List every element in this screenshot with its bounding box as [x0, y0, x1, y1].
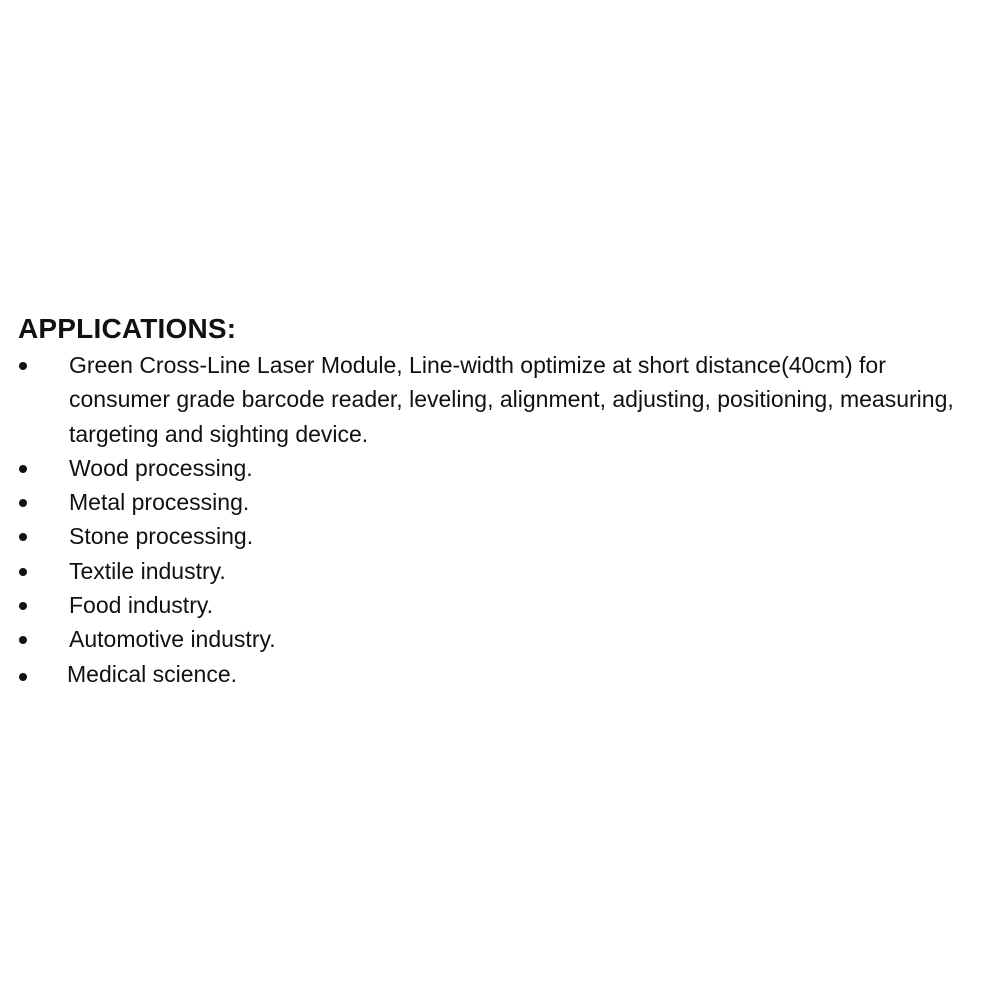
list-item — [18, 622, 988, 656]
list-item-text: Wood processing. — [69, 454, 253, 481]
list-item — [18, 348, 988, 451]
list-item-text: Green Cross-Line Laser Module, Line-width optimize at short distance(40cm) for consumer grade barcode reader, leveling, alignment, adjusting, positioning, measuring, targeting and sighting device. — [69, 352, 954, 447]
list-item — [18, 451, 988, 485]
list-item — [18, 657, 988, 691]
bullet-icon — [19, 636, 27, 644]
bullet-icon — [19, 362, 27, 370]
applications-list — [18, 348, 988, 691]
bullet-icon — [19, 568, 27, 576]
list-item-text: Metal processing. — [69, 489, 250, 516]
list-item — [18, 519, 988, 553]
list-item — [18, 554, 988, 588]
bullet-icon — [19, 673, 27, 681]
list-item-text: Stone processing. — [69, 523, 254, 550]
bullet-icon — [19, 499, 27, 507]
list-item-text: Textile industry. — [69, 557, 226, 584]
list-item — [18, 588, 988, 622]
bullet-icon — [19, 465, 27, 473]
list-item-text: Food industry. — [69, 592, 214, 619]
applications-section — [18, 311, 988, 691]
list-item-text: Medical science. — [67, 660, 238, 687]
list-item — [18, 485, 988, 519]
bullet-icon — [19, 602, 27, 610]
section-heading: APPLICATIONS: — [18, 313, 237, 344]
bullet-icon — [19, 533, 27, 541]
list-item-text: Automotive industry. — [69, 626, 276, 653]
